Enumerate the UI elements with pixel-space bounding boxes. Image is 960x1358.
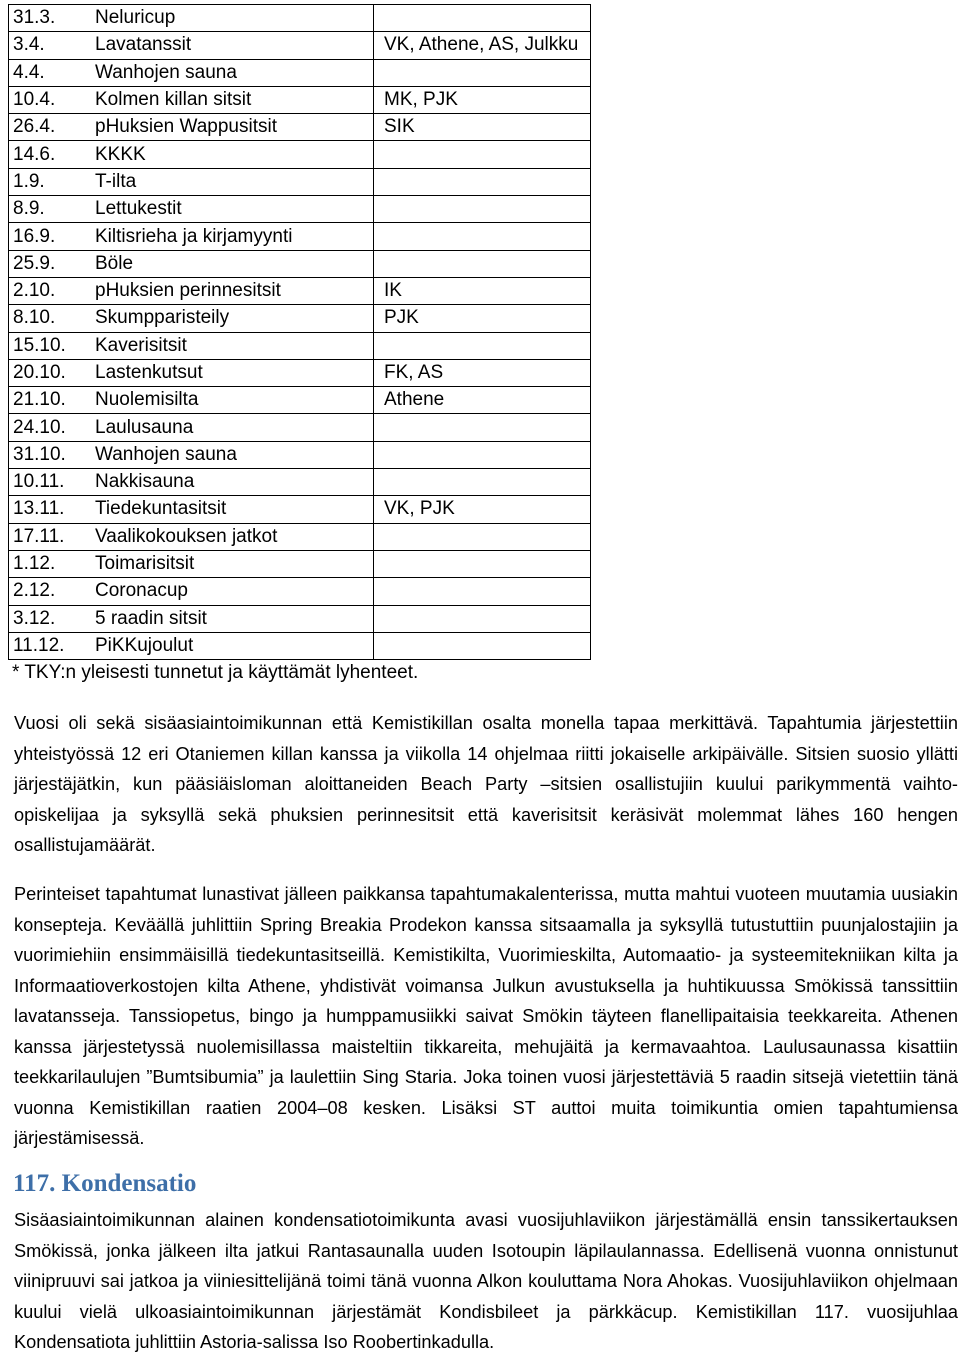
event-organizer-cell: VK, Athene, AS, Julkku [374,32,591,59]
event-organizer-cell: VK, PJK [374,496,591,523]
event-date-cell: 20.10. [9,359,92,386]
table-row [9,5,591,32]
table-row [9,305,591,332]
table-row [9,223,591,250]
table-row [9,114,591,141]
event-name-cell: Böle [91,250,374,277]
table-row [9,469,591,496]
table-row [9,141,591,168]
table-row [9,578,591,605]
table-row [9,523,591,550]
event-date-cell: 8.10. [9,305,92,332]
event-organizer-cell [374,141,591,168]
event-date-cell: 11.12. [9,632,92,659]
event-organizer-cell [374,550,591,577]
event-date-cell: 3.4. [9,32,92,59]
abbreviation-footnote: * TKY:n yleisesti tunnetut ja käyttämät lyhenteet. [12,662,419,683]
table-row [9,250,591,277]
event-date-cell: 25.9. [9,250,92,277]
table-row [9,277,591,304]
table-row [9,196,591,223]
table-row [9,414,591,441]
event-name-cell: Nakkisauna [91,469,374,496]
event-name-cell: pHuksien perinnesitsit [91,277,374,304]
event-name-cell: Skumpparisteily [91,305,374,332]
event-name-cell: Tiedekuntasitsit [91,496,374,523]
event-organizer-cell [374,578,591,605]
event-name-cell: Neluricup [91,5,374,32]
event-date-cell: 1.9. [9,168,92,195]
event-organizer-cell [374,250,591,277]
section-heading: 117. Kondensatio [13,1170,197,1197]
event-organizer-cell [374,168,591,195]
table-row [9,59,591,86]
events-table [8,4,591,660]
table-row [9,359,591,386]
event-name-cell: Lavatanssit [91,32,374,59]
event-name-cell: Lettukestit [91,196,374,223]
event-organizer-cell: MK, PJK [374,86,591,113]
event-name-cell: Wanhojen sauna [91,441,374,468]
table-row [9,632,591,659]
paragraph-traditional-events: Perinteiset tapahtumat lunastivat jälleen paikkansa tapahtumakalenterissa, mutta mahtui vuoteen muutamia uusiakin konsepteja. Keväällä juhlittiin Spring Breakia Prodekon kanssa sitsaamalla ja syksyllä tutustuttiin puunjalostajiin ja vuorimiehiin ensimmäisillä tiedekuntasitseillä. Kemistikilta, Vuorimieskilta, Automaatio- ja systeemitekniikan kilta ja Informaatioverkostojen kilta Athene, yhdistivät voimansa Julkun avustuksella ja huhtikuussa Smökissä tanssittiin lavatansseja. Tanssiopetus, bingo ja humppamusiikki saivat Smökin täyteen flanellipaitaisia teekkareita. Athenen kanssa järjestetyssä nuolemisillassa maisteltiin tikkareita, mehujäitä ja kermavaahtoa. Laulusaunassa kisattiin teekkarilaulujen ”Bumtsibumia” ja laulettiin Sing Staria. Joka toinen vuosi järjestettäviä 5 raadin sitsejä vietettiin tänä vuonna Kemistikillan raatien 2004–08 kesken. Lisäksi ST auttoi muita toimikuntia omien tapahtumiensa järjestämisessä. [14,884,958,1148]
event-name-cell: Laulusauna [91,414,374,441]
table-row [9,32,591,59]
table-row [9,496,591,523]
event-date-cell: 1.12. [9,550,92,577]
event-date-cell: 21.10. [9,387,92,414]
table-row [9,332,591,359]
event-date-cell: 10.4. [9,86,92,113]
paragraph-year-summary: Vuosi oli sekä sisäasiaintoimikunnan että Kemistikillan osalta monella tapaa merkittävä. Tapahtumia järjestettiin yhteistyössä 12 eri Otaniemen killan kanssa ja viikolla 14 ohjelmaa riitti jokaiselle arkipäivälle. Sitsien suosio yllätti järjestäjätkin, kun pääsiäisloman aloittaneiden Beach Party –sitsien osallistujiin kuului parikymmentä vaihto-opiskelijaa ja syksyllä sekä phuksien perinnesitsit että kaverisitsit keräsivät molemmat lähes 160 hengen osallistujamäärät. [14,713,958,855]
event-date-cell: 4.4. [9,59,92,86]
event-name-cell: Kolmen killan sitsit [91,86,374,113]
event-date-cell: 26.4. [9,114,92,141]
event-organizer-cell: PJK [374,305,591,332]
table-row [9,550,591,577]
event-date-cell: 15.10. [9,332,92,359]
event-organizer-cell [374,441,591,468]
event-organizer-cell [374,196,591,223]
event-name-cell: Toimarisitsit [91,550,374,577]
event-organizer-cell: IK [374,277,591,304]
event-organizer-cell [374,332,591,359]
table-row [9,86,591,113]
event-name-cell: T-ilta [91,168,374,195]
event-date-cell: 24.10. [9,414,92,441]
event-name-cell: Wanhojen sauna [91,59,374,86]
table-row [9,441,591,468]
event-name-cell: Coronacup [91,578,374,605]
event-organizer-cell: SIK [374,114,591,141]
event-name-cell: Vaalikokouksen jatkot [91,523,374,550]
table-row [9,168,591,195]
event-name-cell: pHuksien Wappusitsit [91,114,374,141]
event-organizer-cell [374,414,591,441]
event-name-cell: PiKKujoulut [91,632,374,659]
event-organizer-cell: FK, AS [374,359,591,386]
table-row [9,387,591,414]
event-date-cell: 10.11. [9,469,92,496]
event-organizer-cell [374,605,591,632]
table-row [9,605,591,632]
event-date-cell: 3.12. [9,605,92,632]
event-organizer-cell [374,223,591,250]
event-date-cell: 17.11. [9,523,92,550]
event-organizer-cell: Athene [374,387,591,414]
event-organizer-cell [374,523,591,550]
event-date-cell: 13.11. [9,496,92,523]
event-name-cell: Kiltisrieha ja kirjamyynti [91,223,374,250]
event-date-cell: 31.3. [9,5,92,32]
event-organizer-cell [374,469,591,496]
event-organizer-cell [374,59,591,86]
event-organizer-cell [374,632,591,659]
event-date-cell: 2.10. [9,277,92,304]
event-date-cell: 8.9. [9,196,92,223]
event-name-cell: KKKK [91,141,374,168]
event-date-cell: 2.12. [9,578,92,605]
event-name-cell: Nuolemisilta [91,387,374,414]
paragraph-kondensatio: Sisäasiaintoimikunnan alainen kondensatiotoimikunta avasi vuosijuhlaviikon järjestämällä ensin tanssikertauksen Smökissä, jonka jälkeen ilta jatkui Rantasaunalla uuden Isotoupin läpilaulannassa. Edellisenä vuonna onnistunut viinipruuvi sai jatkoa ja viiniesittelijänä toimi tänä vuonna Alkon kouluttama Nora Ahokas. Vuosijuhlaviikon ohjelmaan kuului vielä ulkoasiaintoimikunnan järjestämät Kondisbileet ja pärkkäcup. Kemistikillan 117. vuosijuhlaa Kondensatiota juhlittiin Astoria-salissa Iso Roobertinkadulla. [14,1210,958,1352]
event-date-cell: 31.10. [9,441,92,468]
event-name-cell: Kaverisitsit [91,332,374,359]
event-date-cell: 14.6. [9,141,92,168]
events-table-body [9,5,591,660]
event-name-cell: Lastenkutsut [91,359,374,386]
event-date-cell: 16.9. [9,223,92,250]
event-organizer-cell [374,5,591,32]
event-name-cell: 5 raadin sitsit [91,605,374,632]
